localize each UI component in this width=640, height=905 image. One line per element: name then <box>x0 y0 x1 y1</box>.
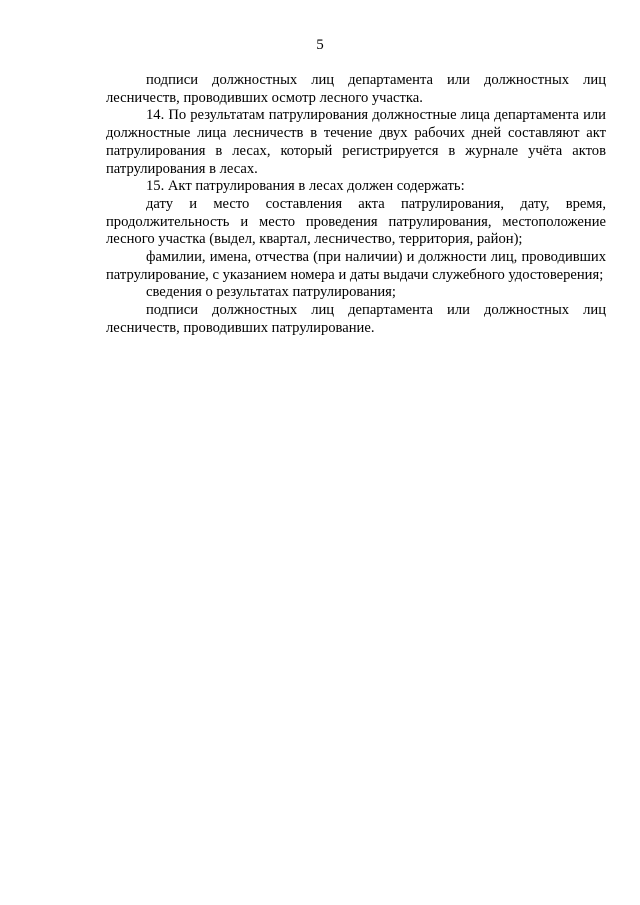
paragraph-act-date-place: дату и место составления акта патрулирования, дату, время, продолжительность и место проведения патрулирования, местоположение лесного участка (выдел, квартал, лесничество, территория, район); <box>106 195 606 248</box>
paragraph-patrol-results: сведения о результатах патрулирования; <box>146 284 396 301</box>
page-number: 5 <box>316 37 324 53</box>
paragraph-signatures-inspection: подписи должностных лиц департамента или должностных лиц лесничеств, проводивших осмотр лесного участка. <box>106 72 606 106</box>
paragraph-item-14: 14. По результатам патрулирования должностные лица департамента или должностные лица лесничеств в течение двух рабочих дней составляют акт патрулирования в лесах, который регистрируется в журнале учёта актов патрулирования в лесах. <box>106 107 606 177</box>
document-body <box>106 72 606 338</box>
paragraph-item-15: 15. Акт патрулирования в лесах должен содержать: <box>146 178 465 195</box>
paragraph-officials-names: фамилии, имена, отчества (при наличии) и должности лиц, проводивших патрулирование, с указанием номера и даты выдачи служебного удостоверения; <box>106 249 606 283</box>
paragraph-signatures-patrol: подписи должностных лиц департамента или должностных лиц лесничеств, проводивших патрулирование. <box>106 302 606 336</box>
